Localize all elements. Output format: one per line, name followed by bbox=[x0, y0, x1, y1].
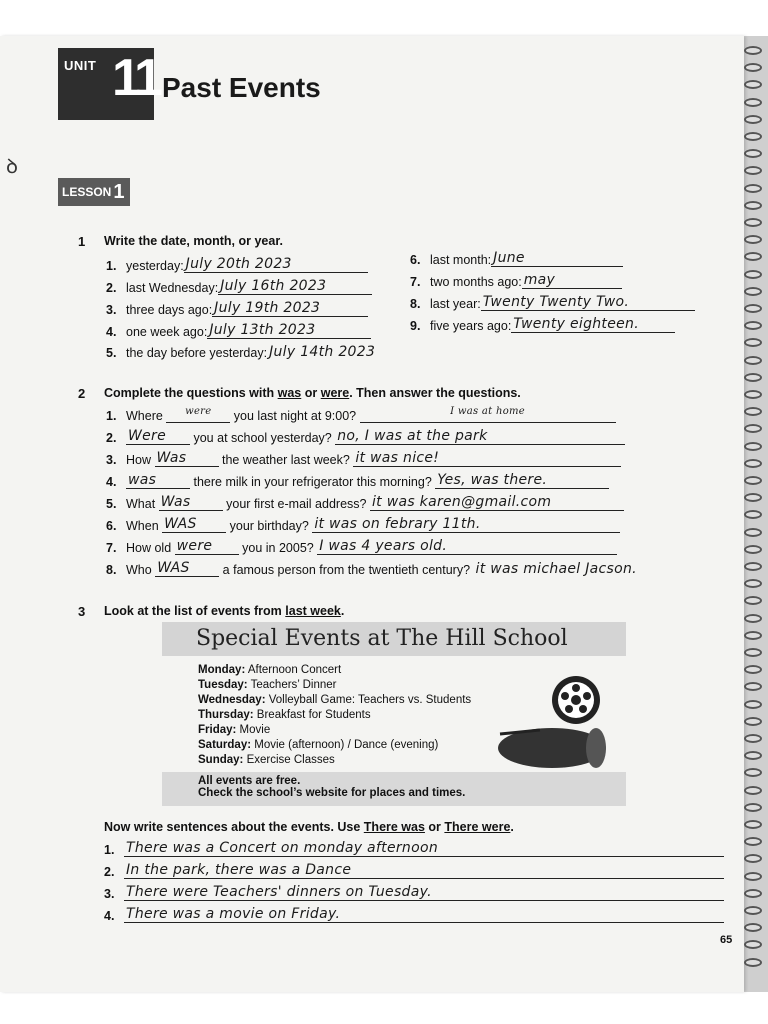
section-2-instruction: Complete the questions with was or were. Then answer the questions. bbox=[104, 386, 521, 400]
spiral-coil bbox=[744, 854, 762, 863]
spiral-coil bbox=[744, 786, 762, 795]
events-note-free: All events are free. bbox=[198, 775, 301, 787]
s3-answer-3[interactable]: There were Teachers' dinners on Tuesday. bbox=[124, 884, 724, 901]
s1-answer-4[interactable]: July 13th 2023 bbox=[207, 322, 371, 339]
spiral-coil bbox=[744, 906, 762, 915]
s2-answer-7[interactable]: I was 4 years old. bbox=[317, 538, 617, 555]
s1-item-3: 3. three days ago: July 19th 2023 bbox=[106, 300, 368, 317]
spiral-coil bbox=[744, 510, 762, 519]
spiral-coil bbox=[744, 235, 762, 244]
s2-item-8: 8. Who WAS a famous person from the twentieth century? it was michael Jacson. bbox=[106, 560, 664, 577]
spiral-coil bbox=[744, 390, 762, 399]
event-sunday: Sunday: Exercise Classes bbox=[198, 754, 335, 766]
spiral-coil bbox=[744, 46, 762, 55]
scan-bottom-border bbox=[0, 992, 768, 1024]
spiral-coil bbox=[744, 132, 762, 141]
s1-answer-5[interactable]: July 14th 2023 bbox=[269, 344, 376, 360]
spiral-coil bbox=[744, 338, 762, 347]
margin-scribble-icon: ꝺ bbox=[6, 154, 18, 178]
spiral-coil bbox=[744, 476, 762, 485]
s2-answer-6[interactable]: it was on febrary 11th. bbox=[312, 516, 620, 533]
lesson-label: LESSON bbox=[62, 185, 112, 199]
s3-sentence-4: 4. There was a movie on Friday. bbox=[104, 906, 724, 923]
s1-item-5: 5. the day before yesterday: July 14th 2023 bbox=[106, 344, 391, 360]
spiral-coil bbox=[744, 149, 762, 158]
spiral-coil bbox=[744, 442, 762, 451]
s1-answer-7[interactable]: may bbox=[522, 272, 622, 289]
spiral-coil bbox=[744, 424, 762, 433]
s2-answer-2[interactable]: no, I was at the park bbox=[335, 428, 625, 445]
spiral-coil bbox=[744, 252, 762, 261]
s2-fill-3[interactable]: Was bbox=[155, 450, 219, 467]
s1-answer-6[interactable]: June bbox=[491, 250, 623, 267]
spiral-coil bbox=[744, 872, 762, 881]
s1-answer-9[interactable]: Twenty eighteen. bbox=[511, 316, 675, 333]
lesson-badge bbox=[58, 178, 130, 206]
event-thursday: Thursday: Breakfast for Students bbox=[198, 709, 371, 721]
spiral-coil bbox=[744, 734, 762, 743]
s2-fill-5[interactable]: Was bbox=[159, 494, 223, 511]
s2-item-2: 2. Were you at school yesterday? no, I was at the park bbox=[106, 428, 625, 445]
s1-item-8: 8. last year: Twenty Twenty Two. bbox=[410, 294, 695, 311]
s3-answer-4[interactable]: There was a movie on Friday. bbox=[124, 906, 724, 923]
spiral-coil bbox=[744, 373, 762, 382]
section-1-instruction: Write the date, month, or year. bbox=[104, 234, 283, 248]
events-note-website: Check the school’s website for places and times. bbox=[198, 787, 466, 799]
unit-badge bbox=[58, 48, 159, 120]
workbook-page bbox=[0, 36, 744, 992]
special-events-box bbox=[162, 622, 626, 800]
s1-item-9: 9. five years ago: Twenty eighteen. bbox=[410, 316, 675, 333]
spiral-coil bbox=[744, 940, 762, 949]
spiral-coil bbox=[744, 545, 762, 554]
s1-answer-1[interactable]: July 20th 2023 bbox=[184, 256, 368, 273]
spiral-coil bbox=[744, 631, 762, 640]
spiral-coil bbox=[744, 115, 762, 124]
spiral-coil bbox=[744, 889, 762, 898]
section-3-number: 3 bbox=[78, 604, 86, 619]
s1-answer-8[interactable]: Twenty Twenty Two. bbox=[481, 294, 695, 311]
s1-item-1: 1. yesterday: July 20th 2023 bbox=[106, 256, 368, 273]
spiral-coil bbox=[744, 528, 762, 537]
s1-item-7: 7. two months ago: may bbox=[410, 272, 622, 289]
spiral-coil bbox=[744, 614, 762, 623]
spiral-coil bbox=[744, 304, 762, 313]
s2-answer-4[interactable]: Yes, was there. bbox=[435, 472, 609, 489]
spiral-coil bbox=[744, 201, 762, 210]
scan-top-border bbox=[0, 0, 768, 36]
spiral-coil bbox=[744, 218, 762, 227]
spiral-coil bbox=[744, 717, 762, 726]
s2-item-3: 3. How Was the weather last week? it was nice! bbox=[106, 450, 621, 467]
spiral-coil bbox=[744, 682, 762, 691]
spiral-binding bbox=[744, 46, 764, 976]
section-3-write-instruction: Now write sentences about the events. Use There was or There were. bbox=[104, 820, 514, 834]
spiral-coil bbox=[744, 923, 762, 932]
s1-answer-2[interactable]: July 16th 2023 bbox=[218, 278, 372, 295]
spiral-coil bbox=[744, 166, 762, 175]
s3-sentence-2: 2. In the park, there was a Dance bbox=[104, 862, 724, 879]
s2-fill-7[interactable]: were bbox=[175, 538, 239, 555]
s2-fill-4[interactable]: was bbox=[126, 472, 190, 489]
s1-item-4: 4. one week ago: July 13th 2023 bbox=[106, 322, 371, 339]
event-tuesday: Tuesday: Teachers’ Dinner bbox=[198, 679, 337, 691]
spiral-coil bbox=[744, 270, 762, 279]
s3-answer-1[interactable]: There was a Concert on monday afternoon bbox=[124, 840, 724, 857]
event-monday: Monday: Afternoon Concert bbox=[198, 664, 342, 676]
s2-answer-1[interactable]: I was at home bbox=[360, 406, 616, 423]
s3-sentence-3: 3. There were Teachers' dinners on Tuesday. bbox=[104, 884, 724, 901]
section-1-number: 1 bbox=[78, 234, 86, 249]
s2-fill-8[interactable]: WAS bbox=[155, 560, 219, 577]
spiral-coil bbox=[744, 837, 762, 846]
unit-title: Past Events bbox=[162, 72, 321, 103]
s2-item-5: 5. What Was your first e-mail address? it was karen@gmail.com bbox=[106, 494, 624, 511]
s1-item-2: 2. last Wednesday: July 16th 2023 bbox=[106, 278, 372, 295]
spiral-coil bbox=[744, 459, 762, 468]
s2-fill-1[interactable]: were bbox=[166, 406, 230, 423]
spiral-coil bbox=[744, 648, 762, 657]
spiral-coil bbox=[744, 820, 762, 829]
spiral-coil bbox=[744, 579, 762, 588]
section-2-number: 2 bbox=[78, 386, 86, 401]
s2-item-7: 7. How old were you in 2005? I was 4 years old. bbox=[106, 538, 617, 555]
spiral-coil bbox=[744, 665, 762, 674]
spiral-coil bbox=[744, 596, 762, 605]
unit-number: 11 bbox=[112, 49, 159, 107]
spiral-coil bbox=[744, 287, 762, 296]
event-wednesday: Wednesday: Volleyball Game: Teachers vs. Students bbox=[198, 694, 472, 706]
events-note bbox=[162, 772, 626, 806]
s2-answer-8[interactable]: it was michael Jacson. bbox=[475, 561, 637, 577]
s2-fill-6[interactable]: WAS bbox=[162, 516, 226, 533]
spiral-coil bbox=[744, 184, 762, 193]
spiral-coil bbox=[744, 562, 762, 571]
spiral-coil bbox=[744, 321, 762, 330]
s2-answer-3[interactable]: it was nice! bbox=[353, 450, 621, 467]
s1-answer-3[interactable]: July 19th 2023 bbox=[212, 300, 368, 317]
spiral-coil bbox=[744, 98, 762, 107]
s3-sentence-1: 1. There was a Concert on monday afternoon bbox=[104, 840, 724, 857]
s2-fill-2[interactable]: Were bbox=[126, 428, 190, 445]
page-number: 65 bbox=[720, 934, 733, 946]
section-3-instruction: Look at the list of events from last week. bbox=[104, 604, 345, 618]
spiral-coil bbox=[744, 80, 762, 89]
spiral-coil bbox=[744, 63, 762, 72]
spiral-coil bbox=[744, 407, 762, 416]
event-friday: Friday: Movie bbox=[198, 724, 271, 736]
spiral-coil bbox=[744, 751, 762, 760]
event-saturday: Saturday: Movie (afternoon) / Dance (evening) bbox=[198, 739, 439, 751]
s2-answer-5[interactable]: it was karen@gmail.com bbox=[370, 494, 624, 511]
unit-label: UNIT bbox=[64, 58, 97, 73]
s2-item-1: 1. Where were you last night at 9:00? I was at home bbox=[106, 406, 616, 423]
events-box-title: Special Events at The Hill School bbox=[162, 622, 626, 656]
spiral-coil bbox=[744, 700, 762, 709]
spiral-coil bbox=[744, 768, 762, 777]
spiral-coil bbox=[744, 803, 762, 812]
spiral-coil bbox=[744, 958, 762, 967]
spiral-coil bbox=[744, 493, 762, 502]
s3-answer-2[interactable]: In the park, there was a Dance bbox=[124, 862, 724, 879]
s2-item-6: 6. When WAS your birthday? it was on febrary 11th. bbox=[106, 516, 620, 533]
film-reel-icon bbox=[492, 674, 622, 774]
spiral-coil bbox=[744, 356, 762, 365]
s2-item-4: 4. was there milk in your refrigerator this morning? Yes, was there. bbox=[106, 472, 609, 489]
lesson-number: 1 bbox=[113, 180, 125, 203]
s1-item-6: 6. last month: June bbox=[410, 250, 623, 267]
